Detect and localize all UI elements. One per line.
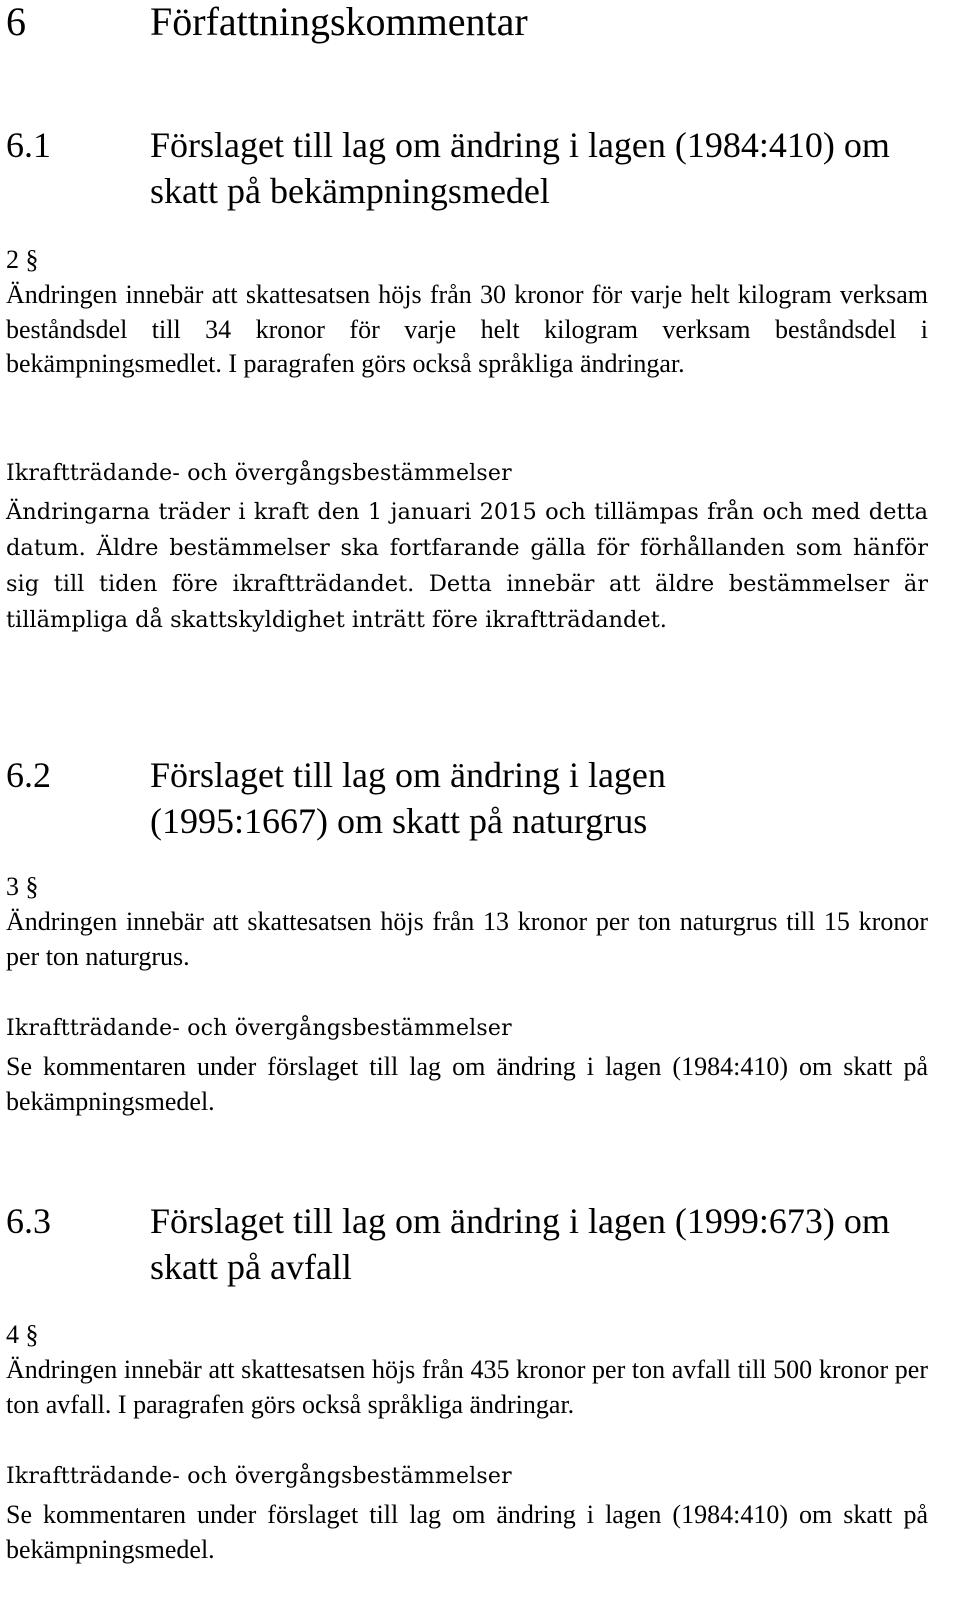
paragraph-mark: 4 §	[6, 1320, 39, 1349]
transition-heading: Ikraftträdande- och övergångsbestämmelser	[6, 461, 512, 486]
paragraph-comment: Ändringen innebär att skattesatsen höjs från 30 kronor för varje helt kilogram verksam beståndsdel till 34 kronor för varje helt kilogram verksam beståndsdel i bekämpningsmedlet. I paragrafen görs också språkliga ändringar.	[6, 280, 928, 378]
section-title: Förslaget till lag om ändring i lagen (1995:1667) om skatt på naturgrus	[150, 755, 666, 841]
paragraph-mark: 3 §	[6, 872, 39, 901]
section-heading	[6, 752, 954, 844]
paragraph-comment: Ändringen innebär att skattesatsen höjs från 435 kronor per ton avfall till 500 kronor per ton avfall. I paragrafen görs också språkliga ändringar.	[6, 1355, 928, 1419]
chapter-title: Författningskommentar	[150, 0, 528, 44]
paragraph-mark: 2 §	[6, 245, 39, 274]
section-number: 6.1	[6, 125, 51, 165]
transition-heading: Ikraftträdande- och övergångsbestämmelser	[6, 1016, 512, 1041]
section-heading	[6, 122, 954, 214]
paragraph-comment: Ändringen innebär att skattesatsen höjs från 13 kronor per ton naturgrus till 15 kronor per ton naturgrus.	[6, 907, 928, 971]
section-title: Förslaget till lag om ändring i lagen (1984:410) om skatt på bekämpningsmedel	[150, 125, 890, 211]
transition-heading: Ikraftträdande- och övergångsbestämmelser	[6, 1464, 512, 1489]
section-title: Förslaget till lag om ändring i lagen (1999:673) om skatt på avfall	[150, 1201, 890, 1287]
chapter-number: 6	[6, 0, 26, 44]
section-number: 6.3	[6, 1201, 51, 1241]
section-heading	[6, 1198, 954, 1290]
section-number: 6.2	[6, 755, 51, 795]
transition-text: Ändringarna träder i kraft den 1 januari 2015 och tillämpas från och med detta datum. Äldre bestämmelser ska fortfarande gälla för förhållanden som hänför sig till tiden före ikraftträdandet. Detta innebär att äldre bestämmelser är tillämpliga då skattskyldighet inträtt före ikraftträdandet.	[6, 499, 928, 633]
transition-text: Se kommentaren under förslaget till lag om ändring i lagen (1984:410) om skatt på bekämpningsmedel.	[6, 1052, 928, 1116]
transition-text: Se kommentaren under förslaget till lag om ändring i lagen (1984:410) om skatt på bekämpningsmedel.	[6, 1500, 928, 1564]
